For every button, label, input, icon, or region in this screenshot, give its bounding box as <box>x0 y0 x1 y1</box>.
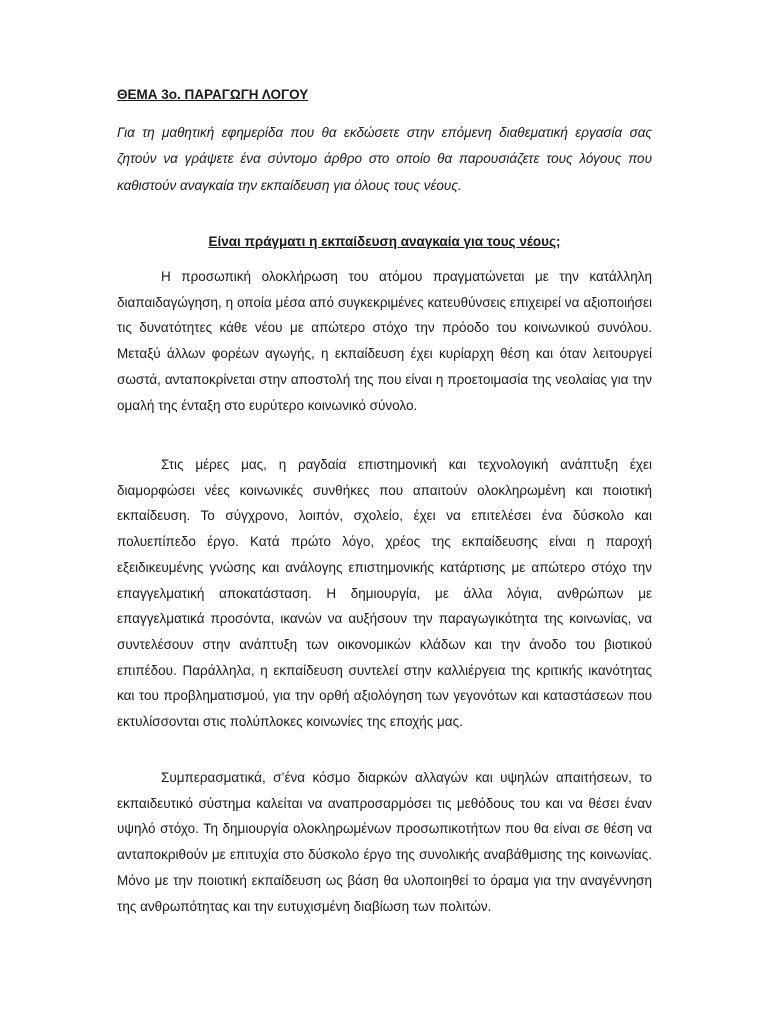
page-title: ΘΕΜΑ 3ο. ΠΑΡΑΓΩΓΗ ΛΟΓΟΥ <box>117 87 309 102</box>
assignment-prompt: Για τη μαθητική εφημερίδα που θα εκδώσετε στην επόμενη διαθεματική εργασία σας ζητούν να γράψετε ένα σύντομο άρθρο στο οποίο θα παρουσιάζετε τους λόγους που καθιστούν αναγκαία την εκπαίδευση για όλους τους νέους. <box>117 125 652 193</box>
article-title: Είναι πράγματι η εκπαίδευση αναγκαία για τους νέους; <box>208 234 561 249</box>
paragraph-conclusion: Συμπερασματικά, σ’ένα κόσμο διαρκών αλλαγών και υψηλών απαιτήσεων, το εκπαιδευτικό σύστημα καλείται να αναπροσαρμόσει τις μεθόδους του και να θέσει έναν υψηλό στόχο. Τη δημιουργία ολοκληρωμένων προσωπικοτήτων που θα είναι σε θέση να ανταποκριθούν με επιτυχία στο δύσκολο έργο της συνολικής αναβάθμισης της κοινωνίας. Μόνο με την ποιοτική εκπαίδευση ως βάση θα υλοποιηθεί το όραμα για την αναγέννηση της ανθρωπότητας και την ευτυχισμένη διαβίωση των πολιτών. <box>117 770 652 914</box>
paragraph-introduction: Η προσωπική ολοκλήρωση του ατόμου πραγματώνεται με την κατάλληλη διαπαιδαγώγηση, η οποία μέσα από συγκεκριμένες κατευθύνσεις επιχειρεί να αξιοποιήσει τις δυνατότητες κάθε νέου με απώτερο στόχο την πρόοδο του κοινωνικού συνόλου. Μεταξύ άλλων φορέων αγωγής, η εκπαίδευση έχει κυρίαρχη θέση και όταν λειτουργεί σωστά, ανταποκρίνεται στην αποστολή της που είναι η προετοιμασία της νεολαίας για την ομαλή της ένταξη στο ευρύτερο κοινωνικό σύνολο. <box>117 269 652 413</box>
paragraph-body: Στις μέρες μας, η ραγδαία επιστημονική και τεχνολογική ανάπτυξη έχει διαμορφώσει νέες κοινωνικές συνθήκες που απαιτούν ολοκληρωμένη και ποιοτική εκπαίδευση. Το σύγχρονο, λοιπόν, σχολείο, έχει να επιτελέσει ένα δύσκολο και πολυεπίπεδο έργο. Κατά πρώτο λόγο, χρέος της εκπαίδευσης είναι η παροχή εξειδικευμένης γνώσης και ανάλογης επιστημονικής κατάρτισης με απώτερο στόχο την επαγγελματική αποκατάσταση. Η δημιουργία, με άλλα λόγια, ανθρώπων με επαγγελματικά προσόντα, ικανών να αυξήσουν την παραγωγικότητα της κοινωνίας, να συντελέσουν στην ανάπτυξη των οικονομικών κλάδων και την άνοδο του βιοτικού επιπέδου. Παράλληλα, η εκπαίδευση συντελεί στην καλλιέργεια της κριτικής ικανότητας και του προβληματισμού, για την ορθή αξιολόγηση των γεγονότων και καταστάσεων που εκτυλίσσονται στις πολύπλοκες κοινωνίες της εποχής μας. <box>117 457 652 730</box>
